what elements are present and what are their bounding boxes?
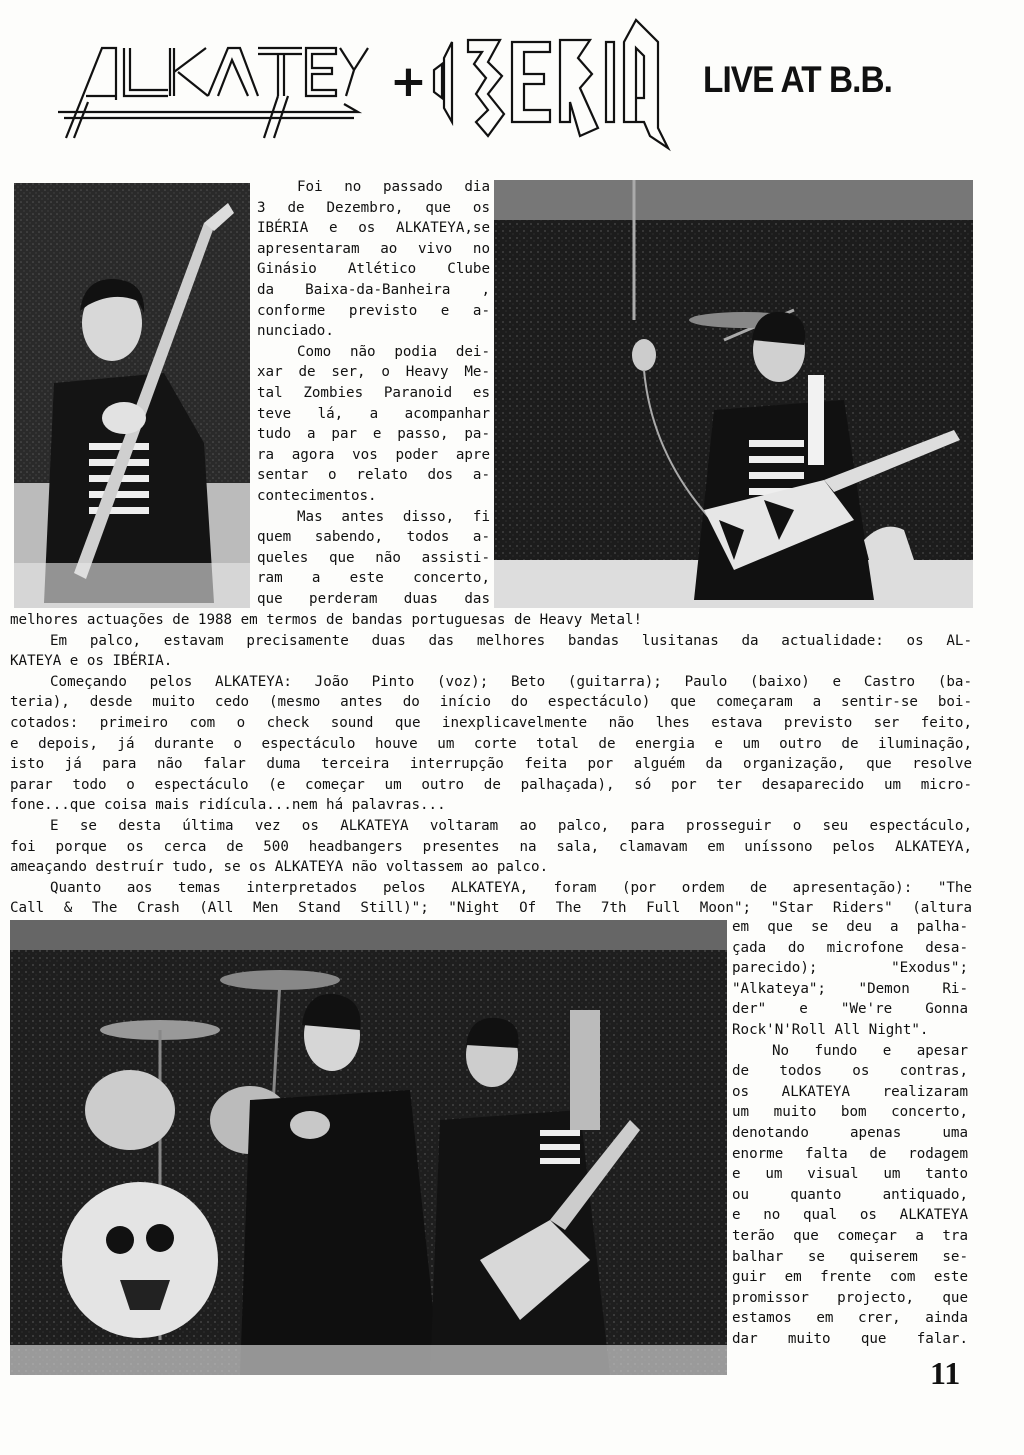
- text-line: Mas antes disso, fi: [297, 508, 490, 525]
- text-line: promissor projecto, que: [732, 1289, 968, 1306]
- text-line: foi porque os cerca de 500 headbangers presentes na sala, clamavam em uníssono pelos ALKATEYA,: [10, 838, 972, 855]
- alkateya-logo-text: ALKATEYA: [58, 40, 63, 41]
- iberia-logo: [430, 18, 675, 153]
- article-body: [10, 610, 972, 919]
- text-line: guir em frente com este: [732, 1269, 968, 1286]
- text-line: KATEYA e os IBÉRIA.: [10, 653, 173, 670]
- text-line: denotando apenas uma: [732, 1124, 968, 1141]
- plus-sign: +: [390, 56, 427, 107]
- text-line: xar de ser, o Heavy Me-: [257, 364, 490, 381]
- text-line: teve lá, a acompanhar: [257, 405, 490, 422]
- text-line: çada do microfone desa-: [732, 939, 968, 956]
- text-line: nunciado.: [257, 323, 334, 340]
- text-line: E se desta última vez os ALKATEYA voltaram ao palco, para prosseguir o seu espectáculo,: [50, 817, 972, 834]
- text-line: sentar o relato dos a-: [257, 467, 490, 484]
- text-line: terão que começar a tra: [732, 1227, 968, 1244]
- text-line: da Baixa-da-Banheira ,: [257, 281, 490, 298]
- text-line: estamos em crer, ainda: [732, 1310, 968, 1327]
- text-line: der" e "We're Gonna: [732, 1001, 968, 1018]
- text-line: No fundo e apesar: [772, 1042, 968, 1059]
- text-line: tudo a par e passo, pa-: [257, 426, 490, 443]
- text-line: tal Zombies Paranoid es: [257, 384, 490, 401]
- photo-guitarist-right: [494, 180, 973, 608]
- text-line: ram a este concerto,: [257, 570, 490, 587]
- text-line: Como não podia dei-: [297, 343, 490, 360]
- text-line: um muito bom concerto,: [732, 1104, 968, 1121]
- text-line: contecimentos.: [257, 487, 377, 504]
- text-line: que perderam duas das: [257, 590, 490, 607]
- alkateya-logo: [58, 40, 376, 145]
- text-line: apresentaram ao vivo no: [257, 240, 490, 257]
- text-line: Rock'N'Roll All Night".: [732, 1021, 929, 1038]
- text-line: "Alkateya"; "Demon Ri-: [732, 980, 968, 997]
- text-line: Call & The Crash (All Men Stand Still)"; "Night Of The 7th Full Moon"; "Star Riders" (altura: [10, 900, 972, 917]
- text-line: Ginásio Atlético Clube: [257, 261, 490, 278]
- text-line: enorme falta de rodagem: [732, 1145, 968, 1162]
- text-line: os ALKATEYA realizaram: [732, 1083, 968, 1100]
- text-line: ou quanto antiquado,: [732, 1186, 968, 1203]
- iberia-logo-text: IBÉRIA: [430, 18, 434, 19]
- text-line: dar muito que falar.: [732, 1330, 968, 1347]
- text-line: e no qual os ALKATEYA: [732, 1207, 968, 1224]
- text-line: Foi no passado dia: [297, 179, 490, 195]
- text-line: isto já para não falar duma terceira interrupção feita por alguém da organização, que resolve: [10, 756, 972, 773]
- photo-band-stage: [10, 920, 727, 1375]
- photo-guitarist-left: [14, 183, 250, 608]
- text-line: Começando pelos ALKATEYA: João Pinto (voz); Beto (guitarra); Paulo (baixo) e Castro (ba-: [50, 673, 972, 690]
- text-line: 3 de Dezembro, que os: [257, 199, 490, 216]
- text-line: fone...que coisa mais ridícula...nem há palavras...: [10, 797, 446, 814]
- text-line: conforme previsto e a-: [257, 302, 490, 319]
- text-line: balhar se quiserem se-: [732, 1248, 968, 1265]
- text-line: de todos os contras,: [732, 1063, 968, 1080]
- text-line: em que se deu a palha-: [732, 919, 968, 935]
- text-line: parecido); "Exodus";: [732, 960, 968, 977]
- live-at-title: LIVE AT B.B.: [703, 59, 892, 100]
- text-line: e depois, já durante o espectáculo houve um corte total de energia e um outro de iluminação,: [10, 735, 972, 752]
- text-line: teria), desde muito cedo (mesmo antes do início do espectáculo) que começaram a sentir-se boi-: [10, 694, 972, 711]
- text-line: ra agora vos poder apre: [257, 446, 490, 463]
- text-line: quem sabendo, todos a-: [257, 529, 490, 546]
- text-line: melhores actuações de 1988 em termos de bandas portuguesas de Heavy Metal!: [10, 612, 643, 628]
- text-line: e um visual um tanto: [732, 1166, 968, 1183]
- text-line: queles que não assisti-: [257, 549, 490, 566]
- intro-column: [257, 177, 490, 609]
- text-line: Em palco, estavam precisamente duas das melhores bandas lusitanas da actualidade: os AL-: [50, 632, 972, 649]
- page-number: 11: [930, 1355, 961, 1391]
- text-line: ameaçando destruír tudo, se os ALKATEYA não voltassem ao palco.: [10, 859, 549, 876]
- text-line: IBÉRIA e os ALKATEYA,se: [257, 220, 490, 237]
- text-line: Quanto aos temas interpretados pelos ALKATEYA, foram (por ordem de apresentação): "The: [50, 879, 972, 896]
- text-line: cotados: primeiro com o check sound que inexplicavelmente não lhes estava previsto ser feito,: [10, 714, 972, 731]
- text-line: parar todo o espectáculo (e começar um outro de palhaçada), só por ter desaparecido um micro-: [10, 776, 972, 793]
- closing-column: [732, 917, 968, 1349]
